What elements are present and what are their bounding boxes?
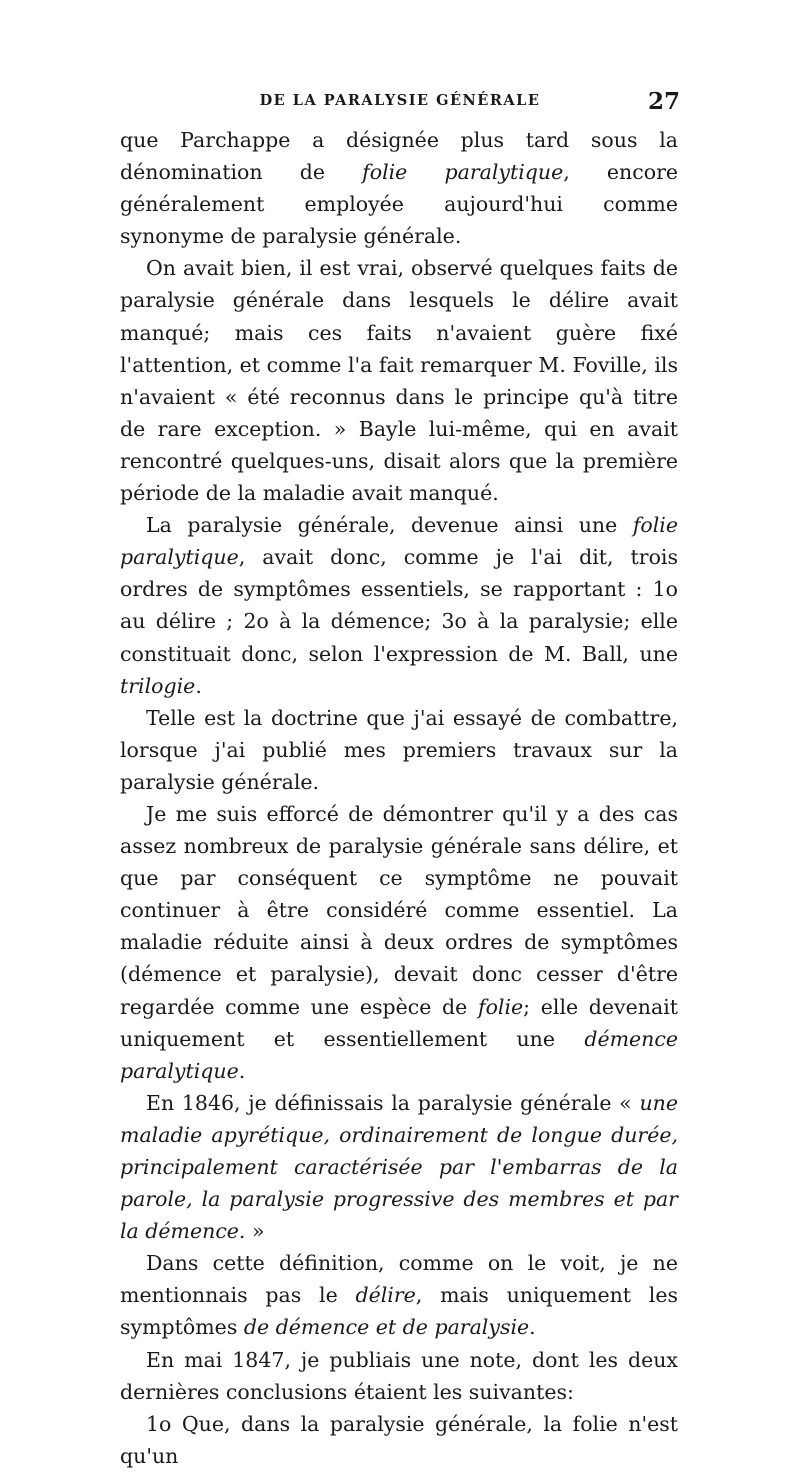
italic-run: folie paralytique [362,160,564,185]
text-run: 1o Que, dans la paralysie générale, la folie n'est qu'un [120,1411,678,1468]
text-run: , encore généralement employée aujourd'hui comme synonyme de paralysie générale. [120,160,678,249]
paragraph-4 [120,702,678,798]
paragraph-6 [120,1087,678,1247]
italic-run: démence paralytique [120,1026,678,1083]
text-run: En 1846, je définissais la paralysie générale « [146,1090,640,1115]
text-run: Dans cette définition, comme on le voit, je ne mentionnais pas le [120,1251,678,1308]
text-run: Je me suis efforcé de démontrer qu'il y a des cas assez nombreux de paralysie générale sans délire, et que par conséquent ce symptôme ne pouvait continuer à être considéré comme essentiel. La maladie réduite ainsi à deux ordres de symptômes (démence et paralysie), devait donc cesser d'être regardée comme une espèce de [120,801,678,1019]
page-number: 27 [647,88,680,115]
text-run: ; elle devenait uniquement et essentiellement une [120,994,678,1051]
italic-run: de démence et de paralysie [243,1315,530,1340]
paragraph-5 [120,798,678,1087]
paragraph-3 [120,509,678,702]
paragraph-9 [120,1408,678,1472]
paragraph-1 [120,124,678,252]
paragraph-7 [120,1247,678,1343]
running-title: DE LA PARALYSIE GÉNÉRALE [259,92,541,109]
text-run: . [195,673,202,698]
italic-run: trilogie [120,673,196,698]
paragraph-2 [120,252,678,509]
paragraph-8 [120,1344,678,1408]
italic-run: délire [355,1283,416,1308]
text-run: » [245,1219,265,1244]
text-run: En mai 1847, je publiais une note, dont les deux dernières conclusions étaient les suivantes: [120,1347,678,1404]
text-run: . [529,1315,536,1340]
italic-run: folie [477,994,524,1019]
text-run: , mais uniquement les symptômes [120,1283,678,1340]
text-run: Telle est la doctrine que j'ai essayé de combattre, lorsque j'ai publié mes premiers travaux sur la paralysie générale. [120,705,678,794]
text-run: . [238,1058,246,1083]
text-run: On avait bien, il est vrai, observé quelques faits de paralysie générale dans lesquels le délire avait manqué; mais ces faits n'avaient guère fixé l'attention, et comme l'a fait remarquer M. Foville, ils n'avaient « été reconnus dans le principe qu'à titre de rare exception. » Bayle lui-même, qui en avait rencontré quelques-uns, disait alors que la première période de la maladie avait manqué. [120,256,678,506]
text-run: , avait donc, comme je l'ai dit, trois ordres de symptômes essentiels, se rapportant : 1o au délire ; 2o à la démence; 3o à la paralysie; elle constituait donc, selon l'expression de M. Ball, une [120,545,678,666]
text-run: La paralysie générale, devenue ainsi une [146,513,633,538]
running-head [120,88,680,118]
italic-run: une maladie apyrétique, ordinairement de longue durée, principalement caractérisée par l'embarras de la parole, la paralysie progressive des membres et par la démence. [120,1090,678,1244]
text-run: que Parchappe a désignée plus tard sous la dénomination de [120,128,678,185]
italic-run: folie paralytique [120,513,678,570]
